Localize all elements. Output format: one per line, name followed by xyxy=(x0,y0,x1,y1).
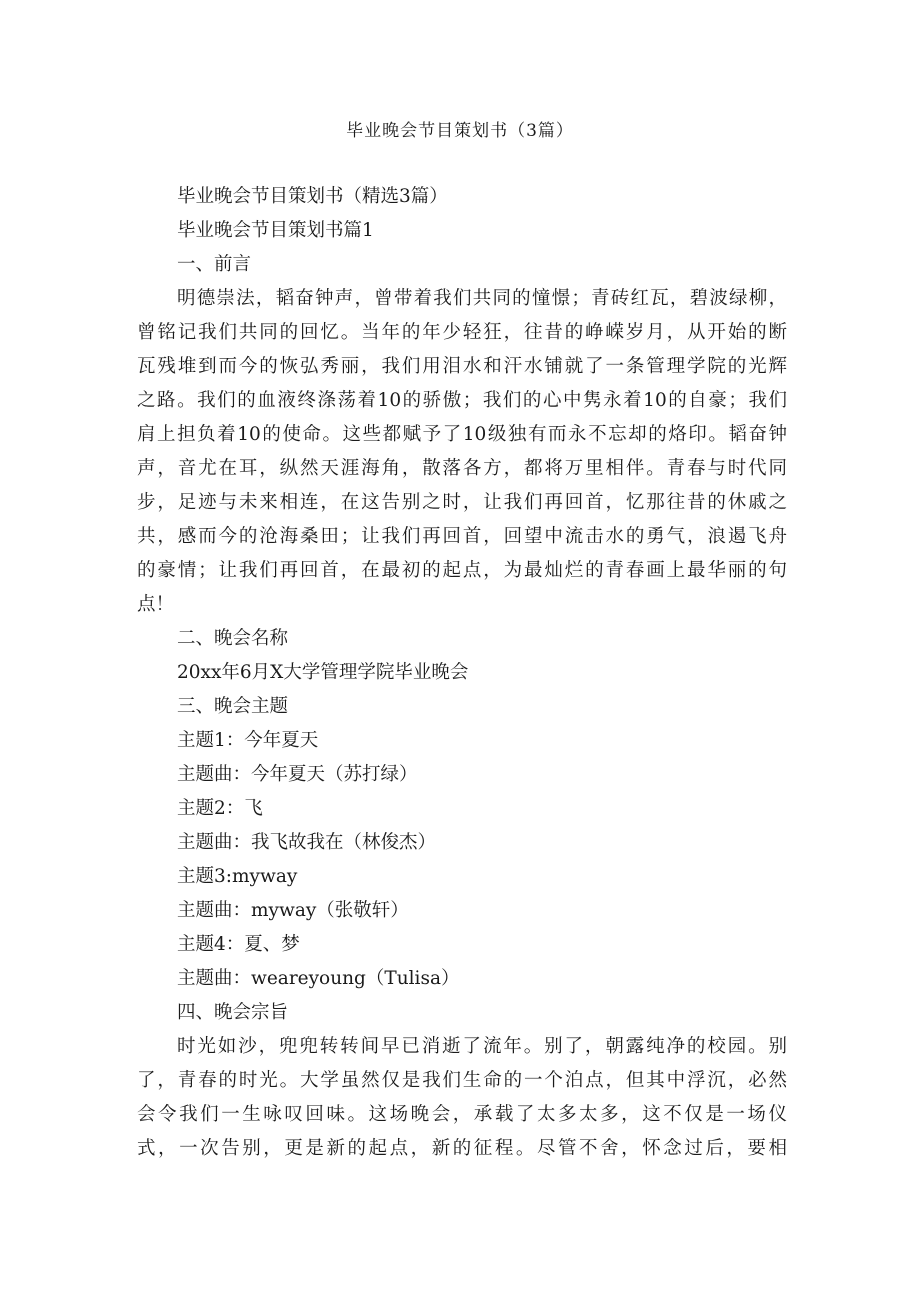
section-heading: 四、晚会宗旨 xyxy=(177,1002,289,1023)
paragraph-line: 步，足迹与未来相连，在这告别之时，让我们再回首，忆那往昔的休戚之 xyxy=(137,492,787,513)
subtitle-line: 毕业晚会节目策划书（精选3篇） xyxy=(177,186,448,207)
list-item: 主题4：夏、梦 xyxy=(177,934,300,955)
list-item: 主题3:myway xyxy=(177,866,298,887)
list-item: 主题曲：myway（张敬轩） xyxy=(177,900,409,921)
paragraph-line: 的豪情；让我们再回首，在最初的起点，为最灿烂的青春画上最华丽的句 xyxy=(137,560,787,581)
list-item: 20xx年6月X大学管理学院毕业晚会 xyxy=(177,662,469,683)
paragraph-line: 共，感而今的沧海桑田；让我们再回首，回望中流击水的勇气，浪遏飞舟 xyxy=(137,526,787,547)
section-heading: 毕业晚会节目策划书篇1 xyxy=(177,220,374,241)
list-item: 主题1：今年夏天 xyxy=(177,730,319,751)
paragraph-line: 式，一次告别，更是新的起点，新的征程。尽管不舍，怀念过后，要相 xyxy=(137,1138,787,1159)
list-item: 主题2：飞 xyxy=(177,798,263,819)
paragraph-line: 肩上担负着10的使命。这些都赋予了10级独有而永不忘却的烙印。韬奋钟 xyxy=(137,424,787,445)
paragraph-line: 会令我们一生咏叹回味。这场晚会，承载了太多太多，这不仅是一场仪 xyxy=(137,1104,787,1125)
list-item: 主题曲：我飞故我在（林俊杰） xyxy=(177,832,437,853)
section-heading: 一、前言 xyxy=(177,254,252,275)
paragraph-line: 声，音尤在耳，纵然天涯海角，散落各方，都将万里相伴。青春与时代同 xyxy=(137,458,787,479)
list-item: 主题曲：weareyoung（Tulisa） xyxy=(177,968,460,989)
document-body xyxy=(137,180,787,1166)
paragraph-line: 曾铭记我们共同的回忆。当年的年少轻狂，往昔的峥嵘岁月，从开始的断 xyxy=(137,322,787,343)
paragraph-line: 了，青春的时光。大学虽然仅是我们生命的一个泊点，但其中浮沉，必然 xyxy=(137,1070,787,1091)
list-item: 主题曲：今年夏天（苏打绿） xyxy=(177,764,418,785)
paragraph-line: 点！ xyxy=(137,594,175,615)
section-heading: 三、晚会主题 xyxy=(177,696,289,717)
paragraph-line: 明德崇法，韬奋钟声，曾带着我们共同的憧憬；青砖红瓦，碧波绿柳， xyxy=(177,288,787,309)
paragraph-line: 瓦残堆到而今的恢弘秀丽，我们用泪水和汗水铺就了一条管理学院的光辉 xyxy=(137,356,787,377)
section-heading: 二、晚会名称 xyxy=(177,628,289,649)
paragraph-line: 之路。我们的血液终涤荡着10的骄傲；我们的心中隽永着10的自豪；我们 xyxy=(137,390,787,411)
paragraph-line: 时光如沙，兜兜转转间早已消逝了流年。别了，朝露纯净的校园。别 xyxy=(177,1036,787,1057)
document-title: 毕业晚会节目策划书（3篇） xyxy=(346,121,574,141)
